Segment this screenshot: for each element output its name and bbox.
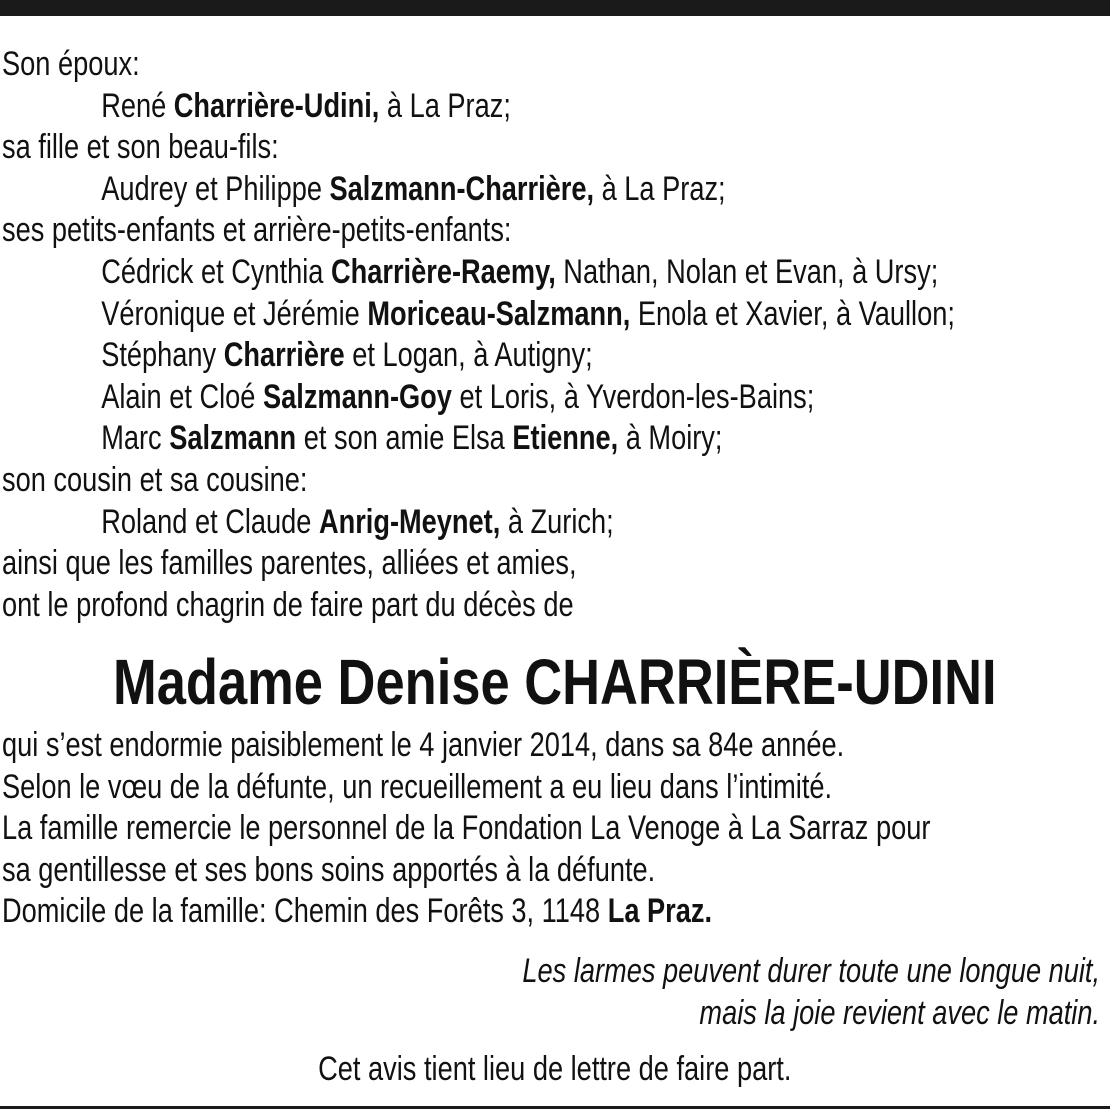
text-line bbox=[2, 335, 1110, 377]
closing-text: Cet avis tient lieu de lettre de faire part. bbox=[318, 1050, 792, 1088]
top-rule bbox=[0, 0, 1110, 16]
text-segment: La famille remercie le personnel de la Fondation La Venoge à La Sarraz pour bbox=[2, 809, 931, 848]
bold-name: Charrière-Udini, bbox=[173, 86, 380, 125]
text-line bbox=[2, 767, 1110, 809]
text-segment: et Loris, à Yverdon-les-Bains; bbox=[451, 377, 815, 416]
text-segment: Nathan, Nolan et Evan, à Ursy; bbox=[555, 252, 939, 291]
text-line bbox=[2, 891, 1110, 933]
text-segment: sa gentillesse et ses bons soins apportés à la défunte. bbox=[2, 850, 656, 889]
quote-line: Les larmes peuvent durer toute une longue nuit, bbox=[522, 952, 1100, 990]
text-segment: Cédrick et Cynthia bbox=[101, 252, 331, 291]
text-line bbox=[2, 210, 1110, 252]
quote-line: mais la joie revient avec le matin. bbox=[699, 994, 1100, 1032]
text-segment: à Moiry; bbox=[618, 419, 723, 458]
text-line bbox=[2, 169, 1110, 211]
text-segment: Stéphany bbox=[101, 336, 224, 375]
text-line bbox=[2, 502, 1110, 544]
bold-name: Charrière-Raemy, bbox=[330, 252, 556, 291]
bold-name: Etienne, bbox=[512, 419, 619, 458]
text-line bbox=[2, 377, 1110, 419]
deceased-name-text: Madame Denise CHARRIÈRE-UDINI bbox=[113, 646, 997, 718]
bold-name: Anrig-Meynet, bbox=[318, 502, 501, 541]
announcement-body bbox=[2, 725, 1110, 933]
text-segment: Véronique et Jérémie bbox=[101, 294, 368, 333]
text-segment: Enola et Xavier, à Vaullon; bbox=[630, 294, 955, 333]
bold-name: Salzmann-Charrière, bbox=[329, 169, 595, 208]
text-line bbox=[2, 127, 1110, 169]
text-segment: Audrey et Philippe bbox=[101, 169, 330, 208]
text-line bbox=[2, 252, 1110, 294]
text-line bbox=[2, 585, 1110, 627]
text-line bbox=[2, 725, 1110, 767]
deceased-name bbox=[0, 645, 1110, 719]
text-line bbox=[2, 44, 1110, 86]
text-line bbox=[2, 543, 1110, 585]
text-segment: à Zurich; bbox=[500, 502, 614, 541]
bold-name: La Praz. bbox=[607, 892, 713, 931]
closing-note bbox=[0, 1050, 1110, 1089]
text-segment: sa fille et son beau-fils: bbox=[2, 128, 279, 167]
text-segment: et son amie Elsa bbox=[296, 419, 513, 458]
text-segment: René bbox=[101, 86, 174, 125]
text-segment: Roland et Claude bbox=[101, 502, 319, 541]
bold-name: Salzmann-Goy bbox=[262, 377, 452, 416]
text-segment: et Logan, à Autigny; bbox=[344, 336, 593, 375]
family-list bbox=[2, 44, 1110, 626]
text-segment: ont le profond chagrin de faire part du décès de bbox=[2, 585, 574, 624]
text-segment: son cousin et sa cousine: bbox=[2, 460, 308, 499]
bold-name: Salzmann bbox=[169, 419, 297, 458]
text-line bbox=[2, 86, 1110, 128]
quote bbox=[378, 950, 1100, 1034]
bold-name: Charrière bbox=[223, 336, 345, 375]
bold-name: Moriceau-Salzmann, bbox=[367, 294, 631, 333]
text-line bbox=[2, 418, 1110, 460]
text-line bbox=[2, 294, 1110, 336]
bottom-rule bbox=[0, 1106, 1110, 1109]
text-segment: Selon le vœu de la défunte, un recueillement a eu lieu dans l’intimité. bbox=[2, 767, 833, 806]
text-segment: qui s’est endormie paisiblement le 4 janvier 2014, dans sa 84e année. bbox=[2, 726, 845, 764]
text-segment: ainsi que les familles parentes, alliées et amies, bbox=[2, 544, 577, 583]
text-segment: Alain et Cloé bbox=[101, 377, 263, 416]
text-segment: Marc bbox=[101, 419, 170, 458]
text-segment: à La Praz; bbox=[594, 169, 726, 208]
text-segment: Domicile de la famille: Chemin des Forêts 3, 1148 bbox=[2, 892, 608, 931]
text-segment: à La Praz; bbox=[379, 86, 511, 125]
text-segment: Son époux: bbox=[2, 45, 140, 83]
text-segment: ses petits-enfants et arrière-petits-enfants: bbox=[2, 211, 512, 250]
text-line bbox=[2, 850, 1110, 892]
text-line bbox=[2, 808, 1110, 850]
text-line bbox=[2, 460, 1110, 502]
